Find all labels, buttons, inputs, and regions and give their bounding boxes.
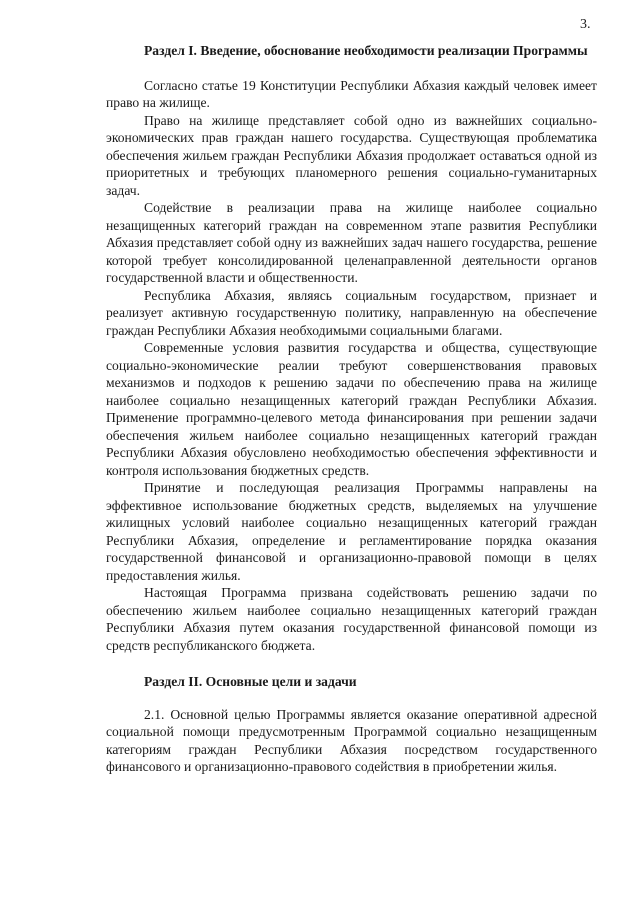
section-1-heading: Раздел I. Введение, обоснование необходимости реализации Программы [144,43,588,58]
document-body [106,42,597,776]
section-2-paragraph: 2.1. Основной целью Программы является оказание оперативной адресной социальной помощи предусмотренным Программой социально незащищенным категориям граждан Республики Абхазия посредством государственного финансового и организационно-правового содействия в приобретении жилья. [106,706,597,774]
section-1-paragraph: Принятие и последующая реализация Программы направлены на эффективное использование бюджетных средств, выделяемых на улучшение жилищных условий наиболее социально незащищенных категорий граждан Республики Абхазия, определение и регламентирование порядка оказания государственной финансовой и организационно-правовой помощи в целях предоставления жилья. [106,480,597,583]
section-1-paragraph: Современные условия развития государства и общества, существующие социально-экономические реалии требуют совершенствования правовых механизмов и подходов к решению задачи по обеспечению права на жилище наиболее социально незащищенных категорий граждан Республики Абхазия. Применение программно-целевого метода финансирования при решении задачи обеспечения жильем наиболее социально незащищенных категорий граждан Республики Абхазия обусловлено необходимостью обеспечения эффективности и контроля использования бюджетных средств. [106,340,597,478]
section-1-paragraph: Настоящая Программа призвана содействовать решению задачи по обеспечению жильем наиболее социально незащищенных категорий граждан Республики Абхазия путем оказания государственной финансовой помощи из средств республиканского бюджета. [106,585,597,653]
section-1-paragraph: Право на жилище представляет собой одно из важнейших социально-экономических прав граждан нашего государства. Существующая проблематика обеспечения жильем граждан Республики Абхазия продолжает оставаться одной из приоритетных и требующих планомерного решения социально-гуманитарных задач. [106,112,597,198]
section-1-paragraph: Согласно статье 19 Конституции Республики Абхазия каждый человек имеет право на жилище. [106,77,597,110]
section-1-paragraph: Республика Абхазия, являясь социальным государством, признает и реализует активную государственную политику, направленную на обеспечение граждан Республики Абхазия необходимыми социальными благами. [106,287,597,338]
section-1-paragraph: Содействие в реализации права на жилище наиболее социально незащищенных категорий граждан на современном этапе развития Республики Абхазия представляет собой одну из важнейших задач нашего государства, решение которой требует консолидированной целенаправленной деятельности органов государственной власти и общественности. [106,200,597,285]
page-number: 3. [580,17,591,32]
section-2-heading: Раздел II. Основные цели и задачи [144,674,357,689]
